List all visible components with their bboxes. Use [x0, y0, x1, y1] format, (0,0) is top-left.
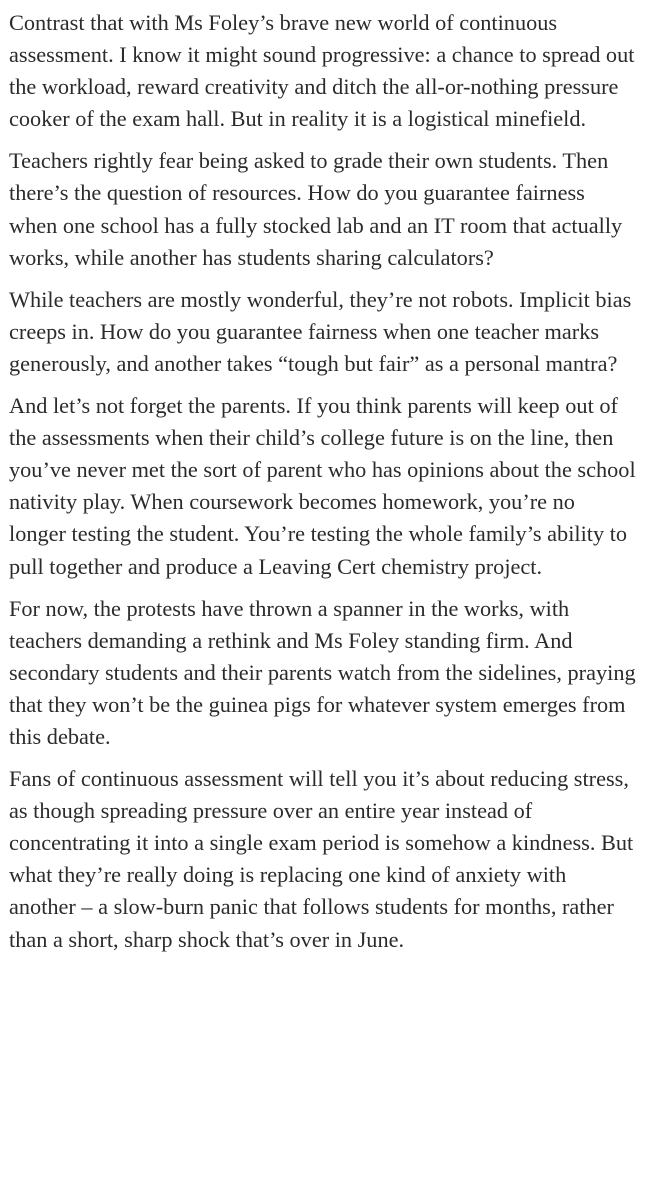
article-paragraph: Contrast that with Ms Foley’s brave new world of continuous assessment. I know it might sound progressive: a chance to spread out the workload, reward creativity and ditch the all-or-nothing pressure cooker of the exam hall. But in reality it is a logistical minefield.: [9, 10, 635, 132]
article-paragraph: Teachers rightly fear being asked to grade their own students. Then there’s the question of resources. How do you guarantee fairness when one school has a fully stocked lab and an IT room that actually works, while another has students sharing calculators?: [9, 148, 623, 270]
article-paragraph: And let’s not forget the parents. If you think parents will keep out of the assessments when their child’s college future is on the line, then you’ve never met the sort of parent who has opinions about the school nativity play. When coursework becomes homework, you’re no longer testing the student. You’re testing the whole family’s ability to pull together and produce a Leaving Cert chemistry project.: [9, 393, 636, 579]
article-paragraph: For now, the protests have thrown a spanner in the works, with teachers demanding a rethink and Ms Foley standing firm. And secondary students and their parents watch from the sidelines, praying that they won’t be the guinea pigs for whatever system emerges from this debate.: [9, 595, 636, 749]
article-paragraph: Fans of continuous assessment will tell you it’s about reducing stress, as though spreading pressure over an entire year instead of concentrating it into a single exam period is somehow a kindness. But what they’re really doing is replacing one kind of anxiety with another – a slow-burn panic that follows students for months, rather than a short, sharp shock that’s over in June.: [9, 766, 634, 952]
article-paragraph: While teachers are mostly wonderful, they’re not robots. Implicit bias creeps in. How do you guarantee fairness when one teacher marks generously, and another takes “tough but fair” as a personal mantra?: [9, 286, 632, 376]
